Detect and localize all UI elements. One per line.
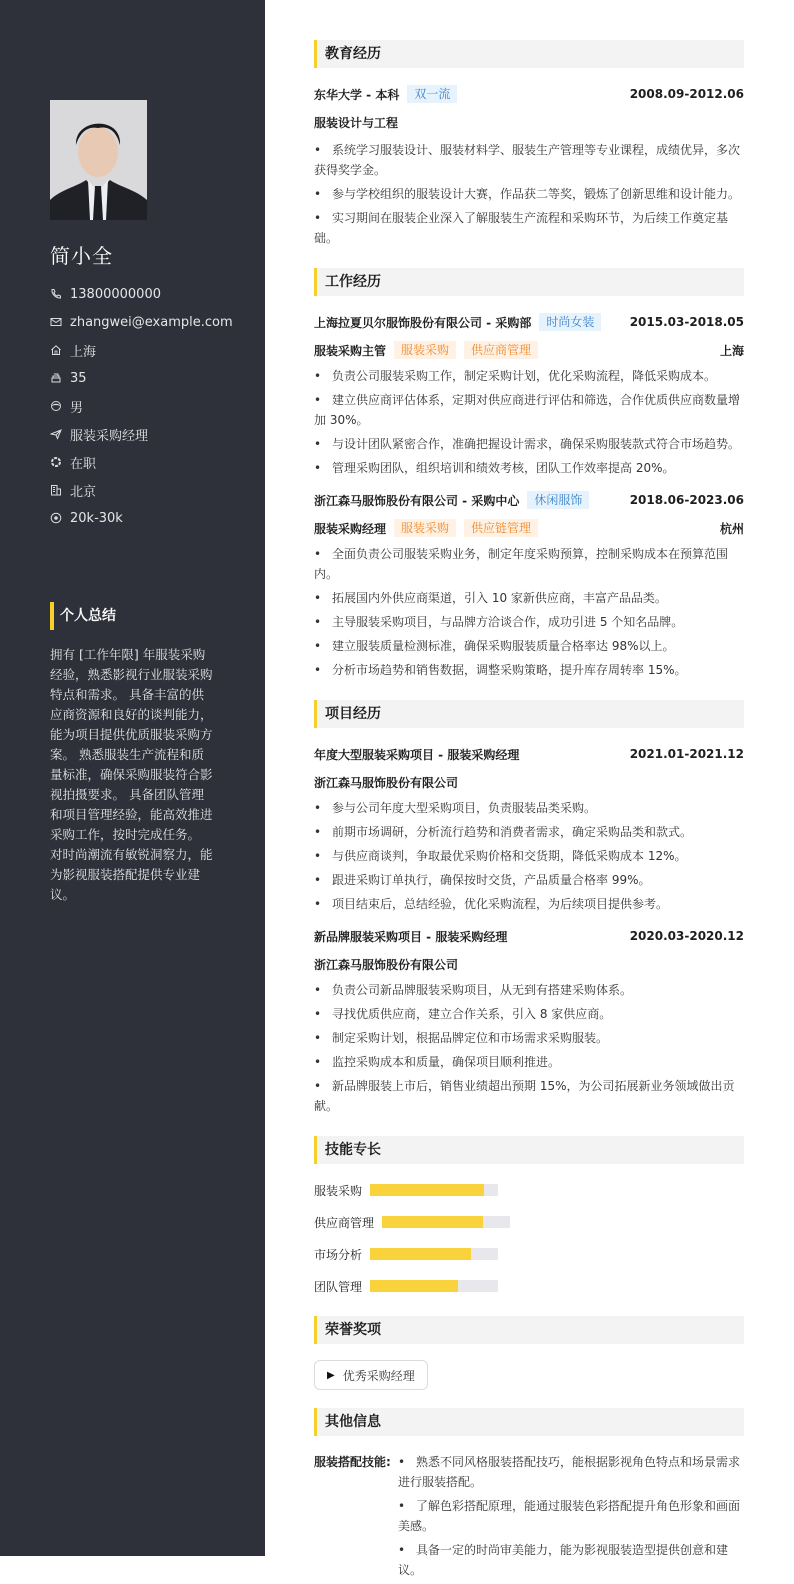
company-name: 浙江森马服饰股份有限公司 - 采购中心 [314, 493, 520, 508]
work-city: 杭州 [719, 521, 744, 536]
list-item: • 全面负责公司服装采购业务，制定年度采购预算，控制采购成本在预算范围内。 [314, 547, 729, 581]
section-title-awards: 荣誉奖项 [314, 1316, 744, 1344]
other-bullets [398, 1452, 744, 1584]
contact-home: 上海 [50, 336, 233, 364]
summary-text: 拥有 [工作年限] 年服装采购经验，熟悉影视行业服装采购特点和需求。 具备丰富的供应商资源和良好的谈判能力，能为项目提供优质服装采购方案。 熟悉服装生产流程和质量标准，确保采购服装符合影视拍摄要求。 具备团队管理和项目管理经验，能高效推进采购工作，按时完成任务。 对时尚潮流有敏锐洞察力，能为影视服装搭配提供专业建议。 [50, 647, 213, 902]
salary-icon [50, 512, 62, 524]
list-item: • 了解色彩搭配原理，能通过服装色彩搭配提升角色形象和画面美感。 [398, 1499, 741, 1533]
list-item: • 与设计团队紧密合作，准确把握设计需求，确保采购服装款式符合市场趋势。 [314, 437, 741, 451]
other-label: 服装搭配技能: [314, 1455, 391, 1469]
list-item: • 制定采购计划，根据品牌定位和市场需求采购服装。 [314, 1031, 609, 1045]
contact-email: zhangwei@example.com [50, 308, 233, 336]
skill-tag: 服装采购 [394, 341, 456, 359]
send-icon [50, 428, 62, 440]
industry-tag: 休闲服饰 [527, 491, 589, 509]
work-city: 上海 [719, 343, 744, 358]
contact-status: 在职 [50, 448, 233, 476]
skill-tag: 服装采购 [394, 519, 456, 537]
list-item: • 分析市场趋势和销售数据，调整采购策略，提升库存周转率 15%。 [314, 663, 687, 677]
skills-section [314, 1136, 744, 1302]
major: 服装设计与工程 [314, 115, 399, 130]
work-date: 2018.06-2023.06 [629, 493, 744, 507]
skill-item: 市场分析 [314, 1238, 535, 1270]
section-title-education: 教育经历 [314, 40, 744, 68]
projects-section [314, 700, 744, 1116]
skill-tag: 供应链管理 [464, 519, 538, 537]
skill-item: 供应商管理 [314, 1206, 535, 1238]
education-header [314, 80, 744, 108]
list-item: • 建立服装质量检测标准，确保采购服装质量合格率达 98%以上。 [314, 639, 675, 653]
contact-list [50, 280, 233, 532]
list-item: • 项目结束后，总结经验，优化采购流程，为后续项目提供参考。 [314, 897, 669, 911]
skill-list [314, 1174, 744, 1302]
list-item: • 管理采购团队，组织培训和绩效考核，团队工作效率提高 20%。 [314, 461, 675, 475]
project-date: 2021.01-2021.12 [629, 747, 744, 761]
sidebar [0, 0, 265, 1556]
work-date: 2015.03-2018.05 [629, 315, 744, 329]
work-item [314, 308, 744, 478]
section-title-other: 其他信息 [314, 1408, 744, 1436]
other-section [314, 1408, 744, 1584]
home-icon [50, 344, 62, 356]
avatar [50, 100, 147, 220]
skill-bar [370, 1184, 498, 1196]
list-item: • 主导服装采购项目，与品牌方洽谈合作，成功引进 5 个知名品牌。 [314, 615, 684, 629]
contact-job: 服装采购经理 [50, 420, 233, 448]
work-item [314, 486, 744, 680]
list-item: • 跟进采购订单执行，确保按时交货，产品质量合格率 99%。 [314, 873, 651, 887]
list-item: • 实习期间在服装企业深入了解服装生产流程和采购环节，为后续工作奠定基础。 [314, 211, 729, 245]
industry-tag: 时尚女装 [539, 313, 601, 331]
work-bullets [314, 366, 744, 478]
list-item: • 拓展国内外供应商渠道，引入 10 家新供应商，丰富产品品类。 [314, 591, 667, 605]
building-icon [50, 484, 62, 496]
list-item: • 监控采购成本和质量，确保项目顺利推进。 [314, 1055, 561, 1069]
status-icon [50, 456, 62, 468]
section-title-projects: 项目经历 [314, 700, 744, 728]
section-title-skills: 技能专长 [314, 1136, 744, 1164]
education-bullets [314, 140, 744, 248]
education-date: 2008.09-2012.06 [629, 87, 744, 101]
skill-item: 团队管理 [314, 1270, 535, 1302]
project-name: 年度大型服装采购项目 - 服装采购经理 [314, 747, 520, 762]
contact-gender: 男 [50, 392, 233, 420]
project-item [314, 922, 744, 1116]
gender-icon [50, 400, 62, 412]
summary-title: 个人总结 [50, 602, 116, 630]
project-bullets [314, 798, 744, 914]
awards-section [314, 1316, 744, 1390]
work-section [314, 268, 744, 680]
contact-age: 35 [50, 364, 233, 392]
mail-icon [50, 316, 62, 328]
age-icon [50, 372, 62, 384]
contact-phone: 13800000000 [50, 280, 233, 308]
award-item[interactable]: ▶ 优秀采购经理 [314, 1360, 428, 1390]
skill-tag: 供应商管理 [464, 341, 538, 359]
contact-city: 北京 [50, 476, 233, 504]
project-name: 新品牌服装采购项目 - 服装采购经理 [314, 929, 508, 944]
skill-item: 服装采购 [314, 1174, 535, 1206]
section-title-work: 工作经历 [314, 268, 744, 296]
school-tag: 双一流 [407, 85, 457, 103]
skill-bar [370, 1280, 498, 1292]
company-name: 上海拉夏贝尔服饰股份有限公司 - 采购部 [314, 315, 532, 330]
list-item: • 系统学习服装设计、服装材料学、服装生产管理等专业课程，成绩优异，多次获得奖学金。 [314, 143, 741, 177]
phone-icon [50, 288, 62, 300]
list-item: • 参与学校组织的服装设计大赛，作品获二等奖，锻炼了创新思维和设计能力。 [314, 187, 741, 201]
list-item: • 熟悉不同风格服装搭配技巧，能根据影视角色特点和场景需求进行服装搭配。 [398, 1455, 741, 1489]
position: 服装采购经理 [314, 521, 387, 536]
education-section [314, 40, 744, 248]
project-company: 浙江森马服饰股份有限公司 [314, 957, 459, 972]
list-item: • 具备一定的时尚审美能力，能为影视服装造型提供创意和建议。 [398, 1543, 729, 1577]
project-company: 浙江森马服饰股份有限公司 [314, 775, 459, 790]
main-content [314, 40, 744, 1584]
play-triangle-icon: ▶ [327, 1369, 335, 1381]
list-item: • 与供应商谈判，争取最优采购价格和交货期，降低采购成本 12%。 [314, 849, 687, 863]
list-item: • 负责公司新品牌服装采购项目，从无到有搭建采购体系。 [314, 983, 633, 997]
candidate-name: 简小全 [50, 244, 113, 268]
skill-bar [382, 1216, 510, 1228]
list-item: • 负责公司服装采购工作，制定采购计划，优化采购流程，降低采购成本。 [314, 369, 717, 383]
project-bullets [314, 980, 744, 1116]
project-item [314, 740, 744, 914]
work-bullets [314, 544, 744, 680]
list-item: • 参与公司年度大型采购项目，负责服装品类采购。 [314, 801, 597, 815]
skill-bar [370, 1248, 498, 1260]
position: 服装采购主管 [314, 343, 387, 358]
list-item: • 建立供应商评估体系，定期对供应商进行评估和筛选，合作优质供应商数量增加 30%。 [314, 393, 741, 427]
list-item: • 前期市场调研，分析流行趋势和消费者需求，确定采购品类和款式。 [314, 825, 693, 839]
list-item: • 寻找优质供应商，建立合作关系，引入 8 家供应商。 [314, 1007, 612, 1021]
school-name: 东华大学 - 本科 [314, 87, 400, 102]
list-item: • 新品牌服装上市后，销售业绩超出预期 15%，为公司拓展新业务领域做出贡献。 [314, 1079, 735, 1113]
project-date: 2020.03-2020.12 [629, 929, 744, 943]
contact-salary: 20k-30k [50, 504, 233, 532]
